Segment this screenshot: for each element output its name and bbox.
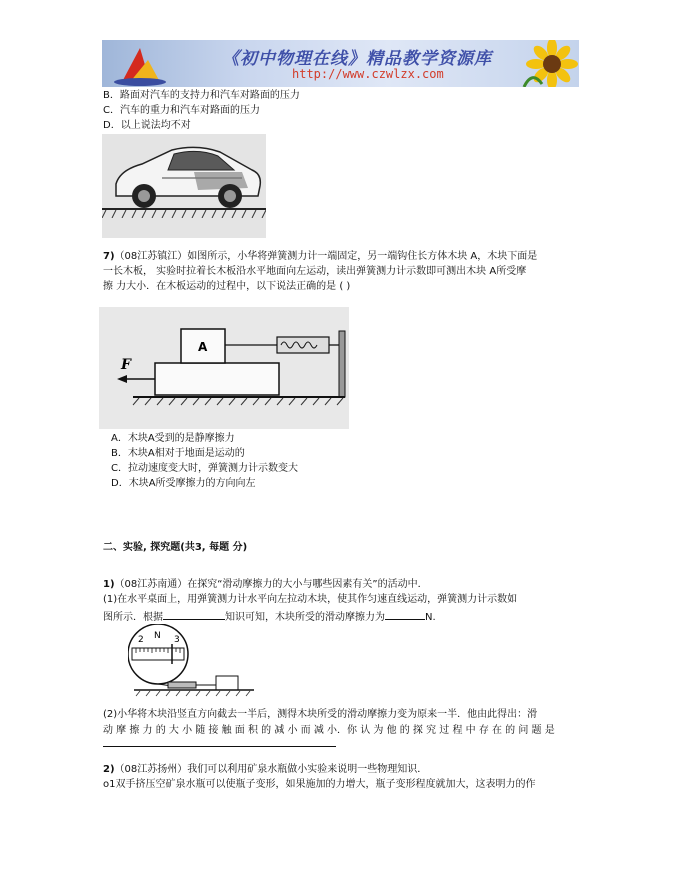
exp1-number: 1) [103, 579, 115, 590]
dial-label-2: 2 [138, 635, 144, 645]
exp1-line-4: (2)小华将木块沿竖直方向截去一半后，测得木块所受的滑动摩擦力变为原来一半．他由此得出：滑 [103, 709, 538, 720]
friction-board-figure [99, 307, 349, 429]
exp2-line-2: o1双手挤压空矿泉水瓶可以使瓶子变形，如果施加的力增大，瓶子变形程度就加大，这表明力的作 [103, 779, 536, 790]
q7-line-3: 擦 力大小．在木板运动的过程中，以下说法正确的是 ( ) [103, 281, 351, 292]
exp1-text-3a: 图所示．根据 [103, 612, 163, 623]
q7-line-1 [103, 250, 537, 263]
q7-option-c: C．拉动速度变大时，弹簧测力计示数变大 [111, 463, 298, 474]
fig-label-f: F [121, 357, 131, 373]
exp2-number: 2) [103, 764, 115, 775]
q7-option-a: A．木块A受到的是静摩擦力 [111, 433, 235, 444]
exp1-line-5: 动 摩 擦 力 的 大 小 随 接 触 面 积 的 减 小 而 减 小．你 认 为 他 的 探 究 过 程 中 存 在 的 问 题 是 [103, 725, 555, 736]
exp2-line-1 [103, 763, 427, 776]
q6-option-d: D．以上说法均不对 [103, 120, 191, 131]
exp1-text-3c: N. [425, 612, 436, 623]
banner-url[interactable]: http://www.czwlzx.com [292, 67, 444, 81]
exp2-text-1: （08江苏扬州）我们可以利用矿泉水瓶做小实验来说明一些物理知识． [114, 764, 428, 775]
spring-scale-figure [128, 624, 258, 700]
exp1-text-3b: 知识可知，木块所受的滑动摩擦力为 [225, 612, 385, 623]
exp1-line-3 [103, 608, 436, 624]
q7-line-2: 一长木板， 实验时拉着长木板沿水平地面向左运动，读出弹簧测力计示数即可测出木块 A所受摩 [103, 266, 527, 277]
q7-text-1: （08江苏镇江）如图所示，小华将弹簧测力计一端固定，另一端钩住长方体木块 A，木块下面是 [114, 251, 538, 262]
fig-label-a: A [198, 340, 208, 354]
section-2-title: 二、实验, 探究题(共3, 每题 分) [103, 542, 248, 553]
q7-option-d: D．木块A所受摩擦力的方向向左 [111, 478, 256, 489]
q6-option-c: C．汽车的重力和汽车对路面的压力 [103, 105, 260, 116]
dial-label-3: 3 [174, 635, 180, 645]
header-banner [102, 40, 579, 87]
exp1-line-1 [103, 578, 428, 591]
banner-title: 《初中物理在线》精品教学资源库 [222, 49, 492, 69]
dial-label-n: N [154, 631, 161, 641]
car-figure [102, 134, 266, 238]
spring-scale-icon [277, 337, 329, 353]
blank-friction-value[interactable] [385, 608, 425, 620]
blank-knowledge[interactable] [163, 608, 225, 620]
exp1-line-2: (1)在水平桌面上，用弹簧测力计水平向左拉动木块，使其作匀速直线运动，弹簧测力计示数如 [103, 594, 518, 605]
answer-blank-line[interactable] [103, 746, 336, 747]
q7-number: 7) [103, 251, 115, 262]
exp1-text-1: （08江苏南通）在探究“滑动摩擦力的大小与哪些因素有关”的活动中． [114, 579, 428, 590]
q7-option-b: B．木块A相对于地面是运动的 [111, 448, 245, 459]
q6-option-b: B．路面对汽车的支持力和汽车对路面的压力 [103, 90, 300, 101]
logo-icon [110, 42, 170, 86]
sunflower-icon [522, 40, 579, 87]
